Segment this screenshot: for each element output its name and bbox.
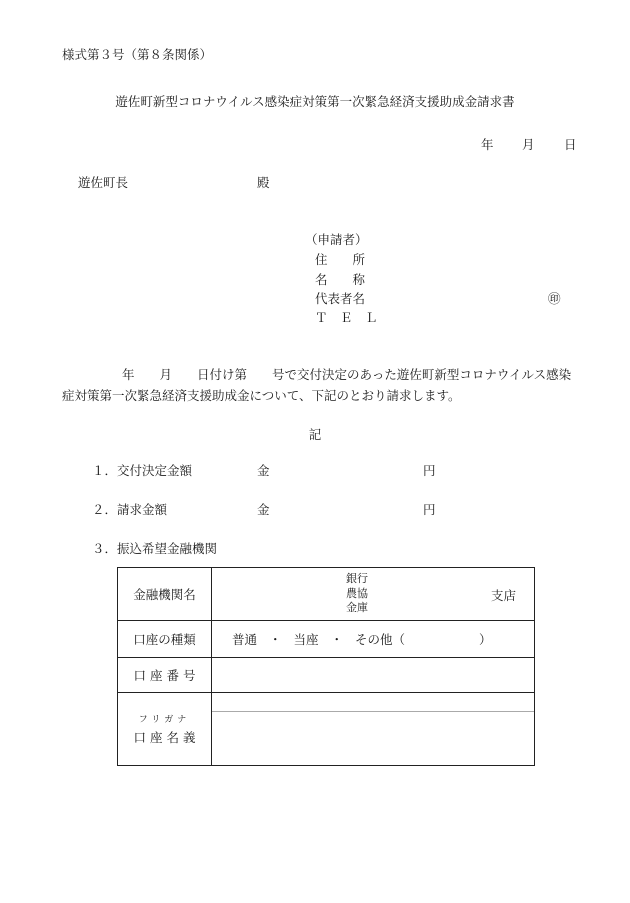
furigana-label: フリガナ	[138, 715, 191, 725]
account-number-label: 口 座 番 号	[118, 658, 212, 693]
item-request-amount-yen: 円	[423, 502, 436, 517]
addressee-honorific: 殿	[257, 175, 270, 190]
applicant-tel-label: Ｔ Ｅ Ｌ	[315, 310, 378, 325]
table-row	[118, 693, 535, 766]
table-row	[118, 658, 535, 693]
account-type-label: 口座の種類	[118, 621, 212, 658]
account-type-current[interactable]: 当座	[293, 632, 319, 647]
bank-info-table	[117, 567, 535, 766]
separator-dot: ・	[330, 632, 344, 647]
bank-type-bank: 銀行	[346, 572, 368, 585]
account-name-label: 口 座 名 義	[133, 730, 196, 745]
seal-mark: ㊞	[548, 291, 561, 306]
account-name-field[interactable]	[212, 693, 535, 766]
applicant-name-label: 名 称	[315, 272, 366, 287]
item-grant-amount-kin: 金	[257, 463, 270, 478]
branch-label: 支店	[490, 588, 516, 603]
bank-type-agri: 農協	[346, 586, 368, 600]
applicant-heading: （申請者）	[305, 232, 368, 247]
date-day: 日	[564, 137, 577, 152]
applicant-address-label: 住 所	[315, 252, 366, 267]
institution-field[interactable]	[212, 568, 535, 621]
date-year: 年	[481, 137, 494, 152]
furigana-input-area[interactable]	[212, 693, 534, 712]
account-type-ordinary[interactable]: 普通	[232, 632, 258, 647]
request-body-text: 年 月 日付け第 号で交付決定のあった遊佐町新型コロナウイルス感染症対策第一次緊急経済支援助成金について、下記のとおり請求します。	[62, 367, 572, 403]
account-type-other[interactable]: その他（	[355, 632, 406, 647]
date-month: 月	[522, 137, 535, 152]
item-request-amount-kin: 金	[257, 502, 270, 517]
bank-type-kinko: 金庫	[346, 601, 368, 614]
account-type-field[interactable]	[212, 621, 535, 658]
account-type-other-close: ）	[479, 632, 492, 647]
institution-label: 金融機関名	[118, 568, 212, 621]
separator-dot: ・	[269, 632, 282, 647]
item-grant-amount-label: １．交付決定金額	[92, 463, 193, 478]
table-row	[118, 621, 535, 658]
addressee-name: 遊佐町長	[78, 175, 129, 190]
account-number-field[interactable]	[212, 658, 535, 693]
page-title: 遊佐町新型コロナウイルス感染症対策第一次緊急経済支援助成金請求書	[115, 94, 515, 109]
form-number-label: 様式第３号（第８条関係）	[62, 47, 213, 62]
item-grant-amount-yen: 円	[423, 463, 436, 478]
item-bank-heading: ３．振込希望金融機関	[92, 541, 218, 556]
ki-heading: 記	[308, 427, 322, 442]
applicant-representative-label: 代表者名	[315, 291, 366, 306]
account-name-label-cell	[118, 693, 212, 766]
item-request-amount-label: ２．請求金額	[92, 502, 168, 517]
table-row	[118, 568, 535, 621]
